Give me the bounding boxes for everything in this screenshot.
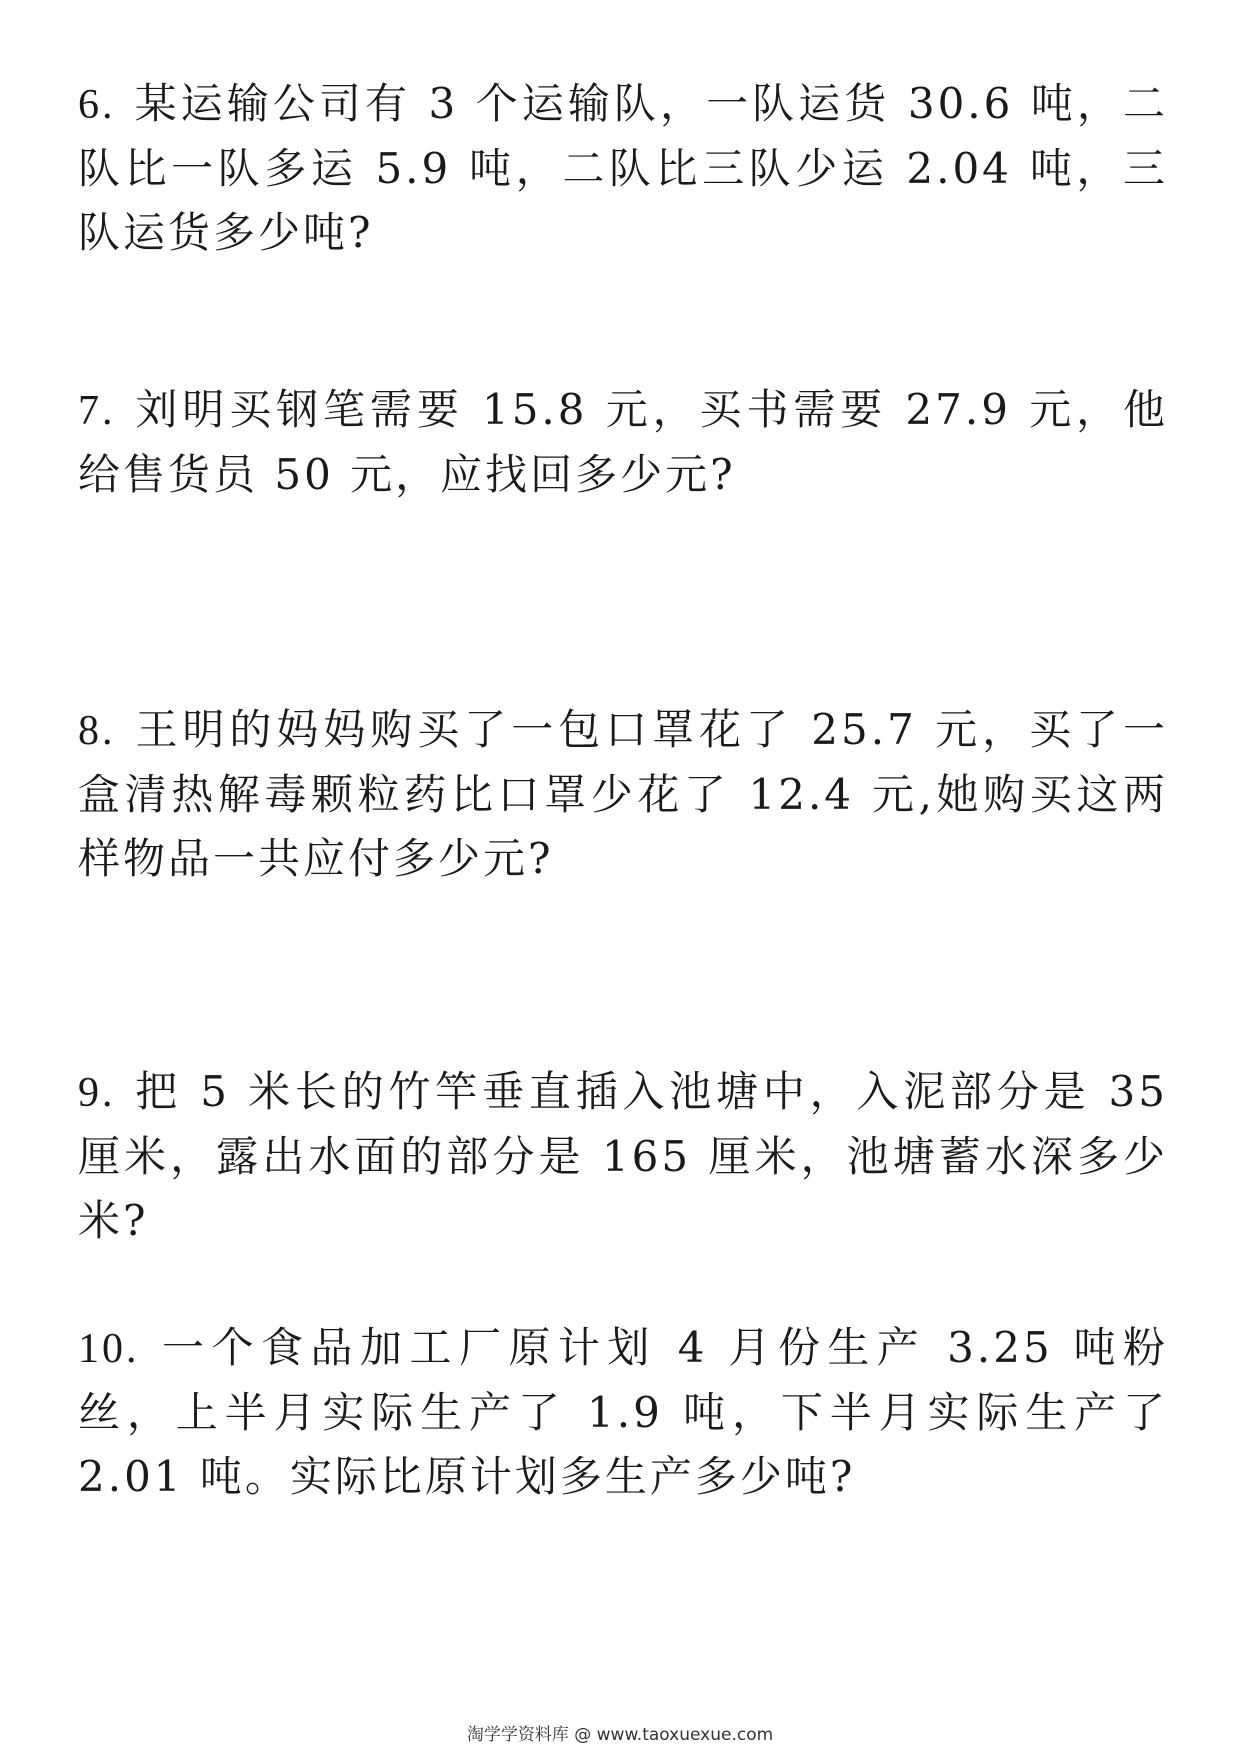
problem-number: 7. bbox=[78, 388, 116, 434]
problem-number: 6. bbox=[78, 82, 116, 128]
footer-watermark: 淘学学资料库 @ www.taoxuexue.com bbox=[466, 1725, 774, 1745]
problem-8 bbox=[78, 698, 1168, 891]
problem-10 bbox=[78, 1316, 1168, 1509]
problem-text: 把 5 米长的竹竿垂直插入池塘中，入泥部分是 35 厘米，露出水面的部分是 165 厘米，池塘蓄水深多少米? bbox=[78, 1067, 1168, 1245]
problem-text: 某运输公司有 3 个运输队，一队运货 30.6 吨，二队比一队多运 5.9 吨，二队比三队少运 2.04 吨，三队运货多少吨? bbox=[78, 79, 1168, 257]
problem-text: 刘明买钢笔需要 15.8 元，买书需要 27.9 元，他给售货员 50 元，应找回多少元? bbox=[78, 385, 1168, 499]
problem-number: 9. bbox=[78, 1070, 116, 1116]
problem-number: 8. bbox=[78, 708, 116, 754]
problem-text: 一个食品加工厂原计划 4 月份生产 3.25 吨粉丝，上半月实际生产了 1.9 吨，下半月实际生产了 2.01 吨。实际比原计划多生产多少吨? bbox=[78, 1323, 1168, 1501]
problem-text: 王明的妈妈购买了一包口罩花了 25.7 元，买了一盒清热解毒颗粒药比口罩少花了 12.4 元,她购买这两样物品一共应付多少元? bbox=[78, 705, 1168, 883]
problem-6 bbox=[78, 72, 1168, 265]
problem-9 bbox=[78, 1060, 1168, 1253]
problem-7 bbox=[78, 378, 1168, 507]
problem-number: 10. bbox=[78, 1326, 140, 1372]
